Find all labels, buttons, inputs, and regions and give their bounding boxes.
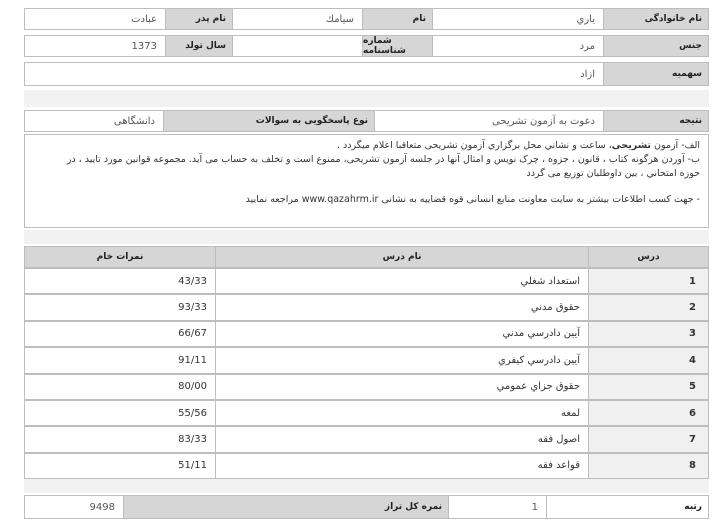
father-name-label: نام پدر xyxy=(165,8,233,30)
result-label: نتیجه xyxy=(603,110,709,132)
row-number: 6 xyxy=(588,400,709,426)
section-gap xyxy=(24,90,709,107)
course-name: آيين دادرسي مدني xyxy=(215,321,589,347)
course-name: استعداد شغلي xyxy=(215,268,589,294)
answer-type-label: نوع پاسخگویی به سوالات xyxy=(163,110,375,132)
header-course-name: نام درس xyxy=(215,246,589,268)
rank-value: 1 xyxy=(448,495,547,519)
name-label: نام xyxy=(362,8,433,30)
raw-score: 93/33 xyxy=(24,294,216,320)
note-line-4: - جهت کسب اطلاعات بیشتر به سایت معاونت منابع انسانی قوه قضاییه به نشانی www.qazahrm.ir مراجعه نمایید xyxy=(245,194,700,205)
row-number: 3 xyxy=(588,321,709,347)
raw-score: 80/00 xyxy=(24,374,216,400)
row-number: 5 xyxy=(588,374,709,400)
section-gap-3 xyxy=(24,479,709,493)
row-number: 7 xyxy=(588,426,709,452)
gender-label: جنس xyxy=(603,35,709,57)
row-number: 1 xyxy=(588,268,709,294)
rank-label: رتبه xyxy=(546,495,709,519)
birth-year-value: 1373 xyxy=(24,35,166,57)
row-number: 8 xyxy=(588,453,709,479)
family-label: نام خانوادگی xyxy=(603,8,709,30)
raw-score: 83/33 xyxy=(24,426,216,452)
note-line-2: ب- آوردن هرگونه کتاب ، قانون ، جزوه ، چرک نویس و امثال آنها در جلسه آزمون تشریحی، ممنوع است و تخلف به حساب می آید. مجموعه قوانین مورد تایید ، در xyxy=(66,154,700,165)
row-number: 2 xyxy=(588,294,709,320)
total-score-value: 9498 xyxy=(24,495,124,519)
name-value: سیامك xyxy=(232,8,363,30)
row-number: 4 xyxy=(588,347,709,373)
raw-score: 43/33 xyxy=(24,268,216,294)
result-value: دعوت به آزمون تشریحی xyxy=(374,110,604,132)
course-name: قواعد فقه xyxy=(215,453,589,479)
note-line-3: حوزه امتحاني ، بین داوطلبان توزیع می گردد xyxy=(526,168,700,179)
exam-notes xyxy=(24,134,709,228)
raw-score: 66/67 xyxy=(24,321,216,347)
gender-value: مرد xyxy=(432,35,604,57)
answer-type-value: دانشگاهی xyxy=(24,110,164,132)
course-name: حقوق مدني xyxy=(215,294,589,320)
id-number-value xyxy=(232,35,363,57)
quota-label: سهمیه xyxy=(603,62,709,86)
course-name: آيين دادرسي كيفري xyxy=(215,347,589,373)
header-raw-score: نمرات خام xyxy=(24,246,216,268)
raw-score: 91/11 xyxy=(24,347,216,373)
raw-score: 51/11 xyxy=(24,453,216,479)
section-gap-2 xyxy=(24,230,709,244)
birth-year-label: سال تولد xyxy=(165,35,233,57)
course-name: حقوق جزاي عمومي xyxy=(215,374,589,400)
note-line-1: الف- آزمون تشریحی، ساعت و نشاني محل برگزاري آزمون تشریحی متعاقبا اعلام میگردد . xyxy=(336,140,700,151)
quota-value: ازاد xyxy=(24,62,604,86)
header-course: درس xyxy=(588,246,709,268)
raw-score: 55/56 xyxy=(24,400,216,426)
course-name: اصول فقه xyxy=(215,426,589,452)
total-score-label: نمره کل تراز xyxy=(123,495,449,519)
course-name: لمعه xyxy=(215,400,589,426)
id-number-label: شماره شناسنامه xyxy=(362,35,433,57)
father-name-value: عبادت xyxy=(24,8,166,30)
family-value: ياري xyxy=(432,8,604,30)
